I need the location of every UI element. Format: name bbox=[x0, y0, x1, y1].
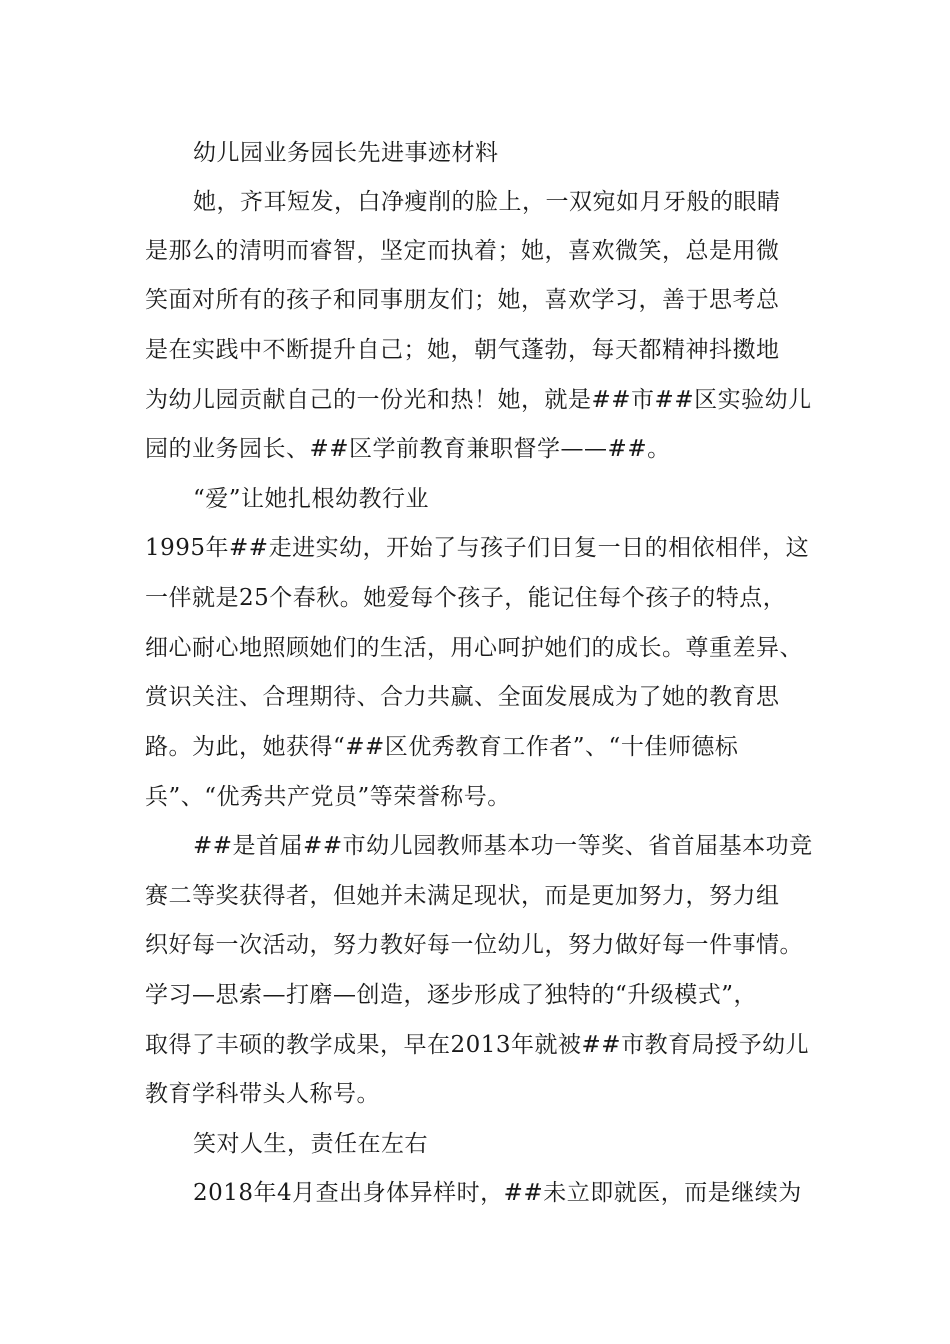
paragraph-line: 路。为此，她获得“##区优秀教育工作者”、“十佳师德标 bbox=[145, 734, 739, 760]
paragraph-line: 1995年##走进实幼，开始了与孩子们日复一日的相依相伴，这 bbox=[145, 535, 810, 561]
paragraph-line: 是那么的清明而睿智，坚定而执着；她，喜欢微笑，总是用微 bbox=[145, 238, 780, 264]
paragraph-line: 细心耐心地照顾她们的生活，用心呵护她们的成长。尊重差异、 bbox=[145, 635, 803, 661]
paragraph-line: 笑面对所有的孩子和同事朋友们；她，喜欢学习，善于思考总 bbox=[145, 287, 780, 313]
paragraph-line: 一伴就是25个春秋。她爱每个孩子，能记住每个孩子的特点， bbox=[145, 585, 787, 611]
paragraph-line: 学习—思索—打磨—创造，逐步形成了独特的“升级模式”， bbox=[145, 982, 758, 1008]
paragraph-line: 2018年4月查出身体异样时，##未立即就医，而是继续为 bbox=[193, 1180, 802, 1206]
paragraph-line: ##是首届##市幼儿园教师基本功一等奖、省首届基本功竞 bbox=[193, 833, 813, 859]
paragraph-line: 是在实践中不断提升自己；她，朝气蓬勃，每天都精神抖擞地 bbox=[145, 337, 780, 363]
section-heading: “爱”让她扎根幼教行业 bbox=[193, 486, 430, 512]
paragraph-line: 园的业务园长、##区学前教育兼职督学——##。 bbox=[145, 436, 671, 462]
section-heading: 笑对人生，责任在左右 bbox=[193, 1131, 428, 1157]
paragraph-line: 赏识关注、合理期待、合力共赢、全面发展成为了她的教育思 bbox=[145, 684, 780, 710]
paragraph-line: 为幼儿园贡献自己的一份光和热！她，就是##市##区实验幼儿 bbox=[145, 387, 812, 413]
paragraph-line: 取得了丰硕的教学成果，早在2013年就被##市教育局授予幼儿 bbox=[145, 1032, 810, 1058]
paragraph-line: 赛二等奖获得者，但她并未满足现状，而是更加努力，努力组 bbox=[145, 883, 780, 909]
paragraph-line: 她，齐耳短发，白净瘦削的脸上，一双宛如月牙般的眼睛 bbox=[193, 189, 781, 215]
document-title: 幼儿园业务园长先进事迹材料 bbox=[193, 140, 499, 166]
paragraph-line: 织好每一次活动，努力教好每一位幼儿，努力做好每一件事情。 bbox=[145, 932, 803, 958]
paragraph-line: 兵”、“优秀共产党员”等荣誉称号。 bbox=[145, 784, 511, 810]
paragraph-line: 教育学科带头人称号。 bbox=[145, 1081, 380, 1107]
